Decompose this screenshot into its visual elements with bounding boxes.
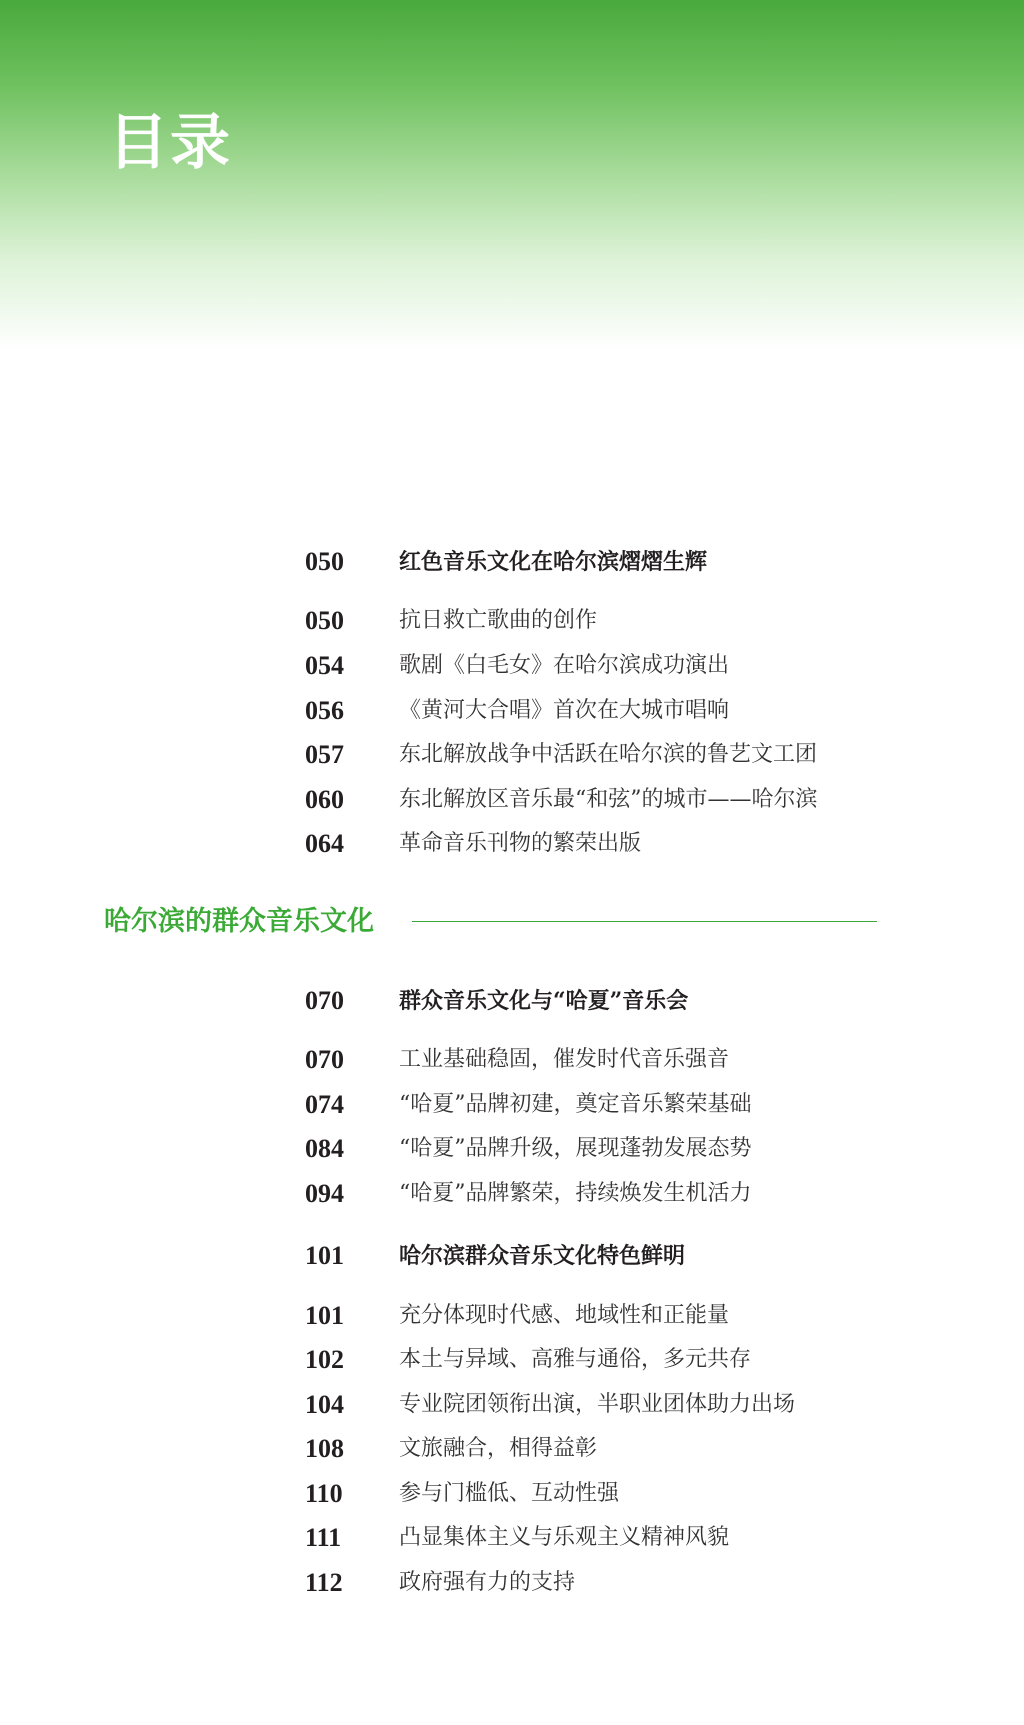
toc-entry[interactable] — [0, 1390, 1024, 1420]
toc-entry[interactable] — [0, 1434, 1024, 1464]
toc-page-number: 108 — [305, 1434, 344, 1463]
toc-chapter-heading[interactable] — [0, 1241, 1024, 1271]
page-title: 目录 — [108, 108, 232, 178]
toc-page-number: 101 — [305, 1301, 344, 1330]
toc-title: 红色音乐文化在哈尔滨熠熠生辉 — [399, 549, 708, 575]
toc-page-number: 111 — [305, 1523, 342, 1552]
toc-title: 专业院团领衔出演，半职业团体助力出场 — [399, 1392, 796, 1417]
toc-title: 东北解放区音乐最“和弦”的城市——哈尔滨 — [399, 787, 818, 812]
toc-page-number: 070 — [305, 1045, 344, 1074]
toc-entry[interactable] — [0, 740, 1024, 770]
toc-page-number: 050 — [305, 606, 344, 635]
toc-entry[interactable] — [0, 1568, 1024, 1598]
toc-title: 东北解放战争中活跃在哈尔滨的鲁艺文工团 — [399, 742, 818, 767]
toc-title: “哈夏”品牌升级，展现蓬勃发展态势 — [399, 1136, 752, 1161]
toc-entry[interactable] — [0, 1045, 1024, 1075]
toc-title: 《黄河大合唱》首次在大城市唱响 — [399, 698, 730, 723]
toc-title: 文旅融合，相得益彰 — [399, 1436, 598, 1461]
toc-page-number: 050 — [305, 547, 344, 576]
toc-title: 哈尔滨群众音乐文化特色鲜明 — [399, 1243, 686, 1269]
toc-title: “哈夏”品牌繁荣，持续焕发生机活力 — [399, 1181, 752, 1206]
toc-entry[interactable] — [0, 1523, 1024, 1553]
toc-chapter-heading[interactable] — [0, 547, 1024, 577]
toc-entry[interactable] — [0, 1345, 1024, 1375]
toc-page-number: 070 — [305, 986, 344, 1015]
toc-page-number: 101 — [305, 1241, 344, 1270]
toc-title: 凸显集体主义与乐观主义精神风貌 — [399, 1525, 730, 1550]
toc-chapter-heading[interactable] — [0, 986, 1024, 1016]
toc-entry[interactable] — [0, 829, 1024, 859]
toc-title: 歌剧《白毛女》在哈尔滨成功演出 — [399, 653, 730, 678]
toc-page-number: 104 — [305, 1390, 344, 1419]
toc-entry[interactable] — [0, 1134, 1024, 1164]
toc-title: 参与门槛低、互动性强 — [399, 1481, 620, 1506]
toc-page-number: 064 — [305, 829, 344, 858]
toc-page-number: 054 — [305, 651, 344, 680]
toc-page-number: 084 — [305, 1134, 344, 1163]
toc-entry[interactable] — [0, 606, 1024, 636]
toc-page-number: 060 — [305, 785, 344, 814]
toc-title: 抗日救亡歌曲的创作 — [399, 608, 598, 633]
toc-entry[interactable] — [0, 785, 1024, 815]
section-divider — [412, 921, 877, 922]
toc-entry[interactable] — [0, 1179, 1024, 1209]
toc-title: 群众音乐文化与“哈夏”音乐会 — [399, 988, 689, 1014]
toc-entry[interactable] — [0, 1090, 1024, 1120]
toc-entry[interactable] — [0, 696, 1024, 726]
toc-title: 革命音乐刊物的繁荣出版 — [399, 831, 642, 856]
toc-title: 工业基础稳固，催发时代音乐强音 — [399, 1047, 730, 1072]
toc-title: 政府强有力的支持 — [399, 1570, 576, 1595]
section-title[interactable]: 哈尔滨的群众音乐文化 — [104, 906, 374, 937]
toc-page-number: 057 — [305, 740, 344, 769]
header-gradient-band — [0, 0, 1024, 390]
toc-title: 充分体现时代感、地域性和正能量 — [399, 1303, 730, 1328]
toc-entry[interactable] — [0, 1301, 1024, 1331]
toc-title: 本土与异域、高雅与通俗，多元共存 — [399, 1347, 752, 1372]
toc-title: “哈夏”品牌初建，奠定音乐繁荣基础 — [399, 1092, 752, 1117]
toc-page-number: 074 — [305, 1090, 344, 1119]
toc-entry[interactable] — [0, 1479, 1024, 1509]
toc-entry[interactable] — [0, 651, 1024, 681]
toc-page-number: 094 — [305, 1179, 344, 1208]
toc-page-number: 112 — [305, 1568, 343, 1597]
toc-page-number: 102 — [305, 1345, 344, 1374]
toc-page-number: 056 — [305, 696, 344, 725]
toc-page-number: 110 — [305, 1479, 343, 1508]
